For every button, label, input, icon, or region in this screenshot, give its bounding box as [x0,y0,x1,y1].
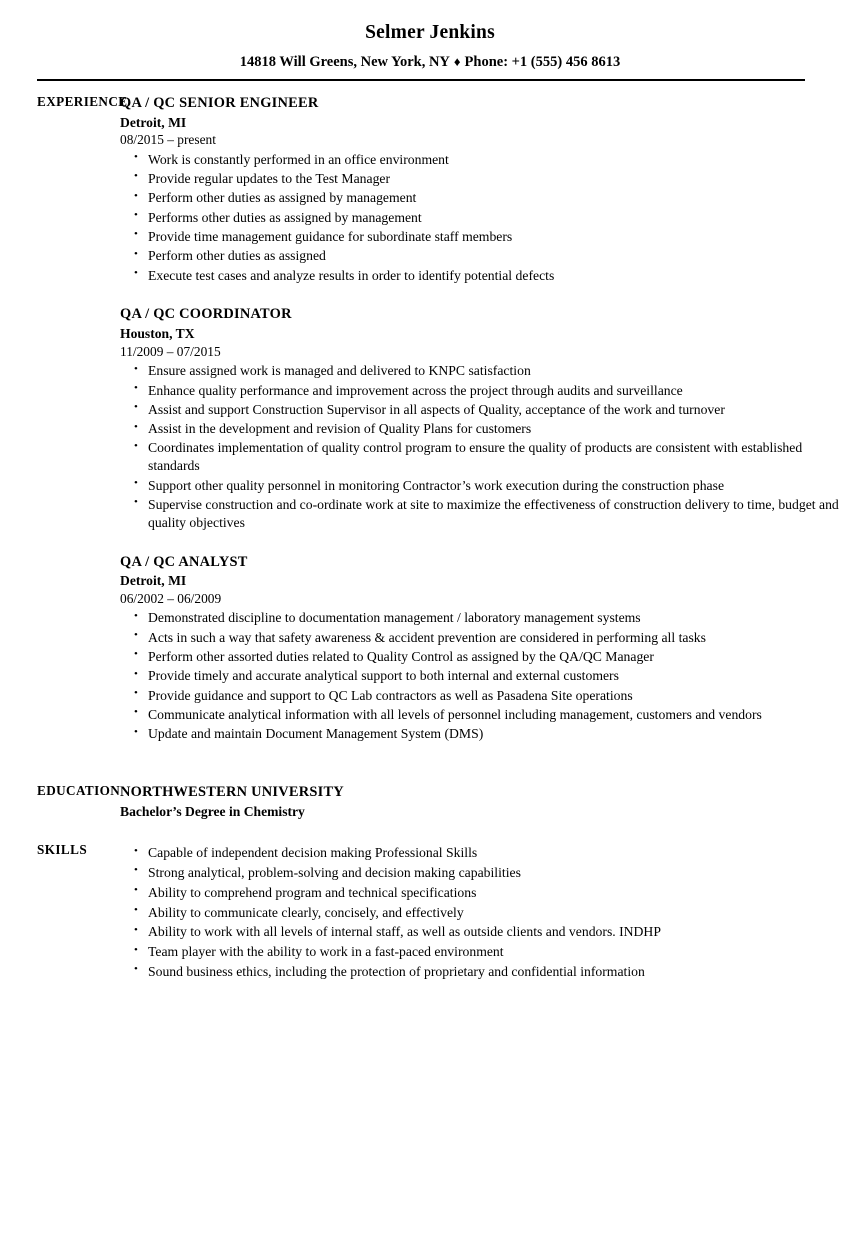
diamond-separator-icon: ♦ [453,54,461,70]
job-title: QA / QC COORDINATOR [120,306,292,323]
skills-body [120,842,860,981]
job-bullet: • Acts in such a way that safety awareness & accident prevention are considered in performing all tasks [120,629,840,647]
job-bullet: • Execute test cases and analyze results in order to identify potential defects [120,267,840,285]
job-entry [120,553,840,744]
skill-bullet: • Ability to work with all levels of internal staff, as well as outside clients and vendors. INDHP [120,923,840,941]
job-bullet: • Enhance quality performance and improvement across the project through audits and surveillance [120,382,840,400]
job-entry [120,305,840,531]
job-bullet: • Performs other duties as assigned by management [120,209,840,227]
contact-phone: Phone: +1 (555) 456 8613 [464,54,621,71]
section-experience [0,94,860,743]
education-label-column [0,783,120,800]
job-bullet-list [120,362,840,531]
job-bullet: • Coordinates implementation of quality control program to ensure the quality of products are consistent with established standards [120,439,840,475]
resume-header [0,0,860,81]
job-bullet: • Update and maintain Document Management System (DMS) [120,725,840,743]
education-school: NORTHWESTERN UNIVERSITY [120,784,344,801]
job-bullet: • Perform other duties as assigned by management [120,189,840,207]
education-degree: Bachelor’s Degree in Chemistry [120,803,305,819]
section-label-education: EDUCATION [37,783,121,799]
job-bullet: • Provide timely and accurate analytical support to both internal and external customers [120,667,840,685]
skill-bullet: • Strong analytical, problem-solving and decision making capabilities [120,864,840,882]
job-dates: 11/2009 – 07/2015 [120,344,221,359]
job-bullet: • Support other quality personnel in monitoring Contractor’s work execution during the construction phase [120,477,840,495]
job-bullet: • Supervise construction and co-ordinate work at site to maximize the effectiveness of construction delivery to time, budget and quality objectives [120,496,840,532]
job-dates: 06/2002 – 06/2009 [120,591,222,607]
job-location: Detroit, MI [120,573,187,589]
job-bullet-list [120,151,840,285]
job-bullet: • Demonstrated discipline to documentation management / laboratory management systems [120,609,840,627]
skill-bullet: • Team player with the ability to work in a fast-paced environment [120,943,840,961]
job-bullet: • Work is constantly performed in an office environment [120,151,840,169]
job-dates: 08/2015 – present [120,132,216,148]
job-bullet: • Provide guidance and support to QC Lab contractors as well as Pasadena Site operations [120,687,840,705]
section-skills [0,842,860,981]
job-bullet: • Ensure assigned work is managed and delivered to KNPC satisfaction [120,362,840,380]
resume-content [0,81,860,981]
job-entry [120,94,840,285]
section-label-skills: SKILLS [37,842,88,858]
contact-address: 14818 Will Greens, New York, NY [239,54,450,71]
job-bullet: • Provide regular updates to the Test Manager [120,170,840,188]
job-location: Houston, TX [120,326,195,342]
job-bullet: • Perform other assorted duties related to Quality Control as assigned by the QA/QC Manager [120,648,840,666]
skills-bullet-list [120,844,840,981]
skills-label-column [0,842,120,859]
job-location: Detroit, MI [120,114,187,130]
job-bullet: • Provide time management guidance for subordinate staff members [120,228,840,246]
job-bullet: • Communicate analytical information with all levels of personnel including management, customers and vendors [120,706,840,724]
contact-line [0,54,860,71]
job-bullet: • Assist in the development and revision of Quality Plans for customers [120,420,840,438]
candidate-name: Selmer Jenkins [365,22,495,43]
job-bullet: • Assist and support Construction Supervisor in all aspects of Quality, acceptance of the work and turnover [120,401,840,419]
experience-label-column [0,93,128,111]
section-label-experience: EXPERIENCE [37,93,128,109]
skill-bullet: • Ability to comprehend program and technical specifications [120,884,840,902]
job-bullet-list [120,609,840,743]
job-title: QA / QC ANALYST [120,553,248,570]
skill-bullet: • Sound business ethics, including the protection of proprietary and confidential information [120,963,840,981]
job-title: QA / QC SENIOR ENGINEER [120,94,319,111]
experience-body [120,94,860,743]
skill-bullet: • Ability to communicate clearly, concisely, and effectively [120,904,840,922]
education-body [120,783,860,821]
job-bullet: • Perform other duties as assigned [120,247,840,265]
section-education [0,783,860,821]
skill-bullet: • Capable of independent decision making Professional Skills [120,844,840,862]
